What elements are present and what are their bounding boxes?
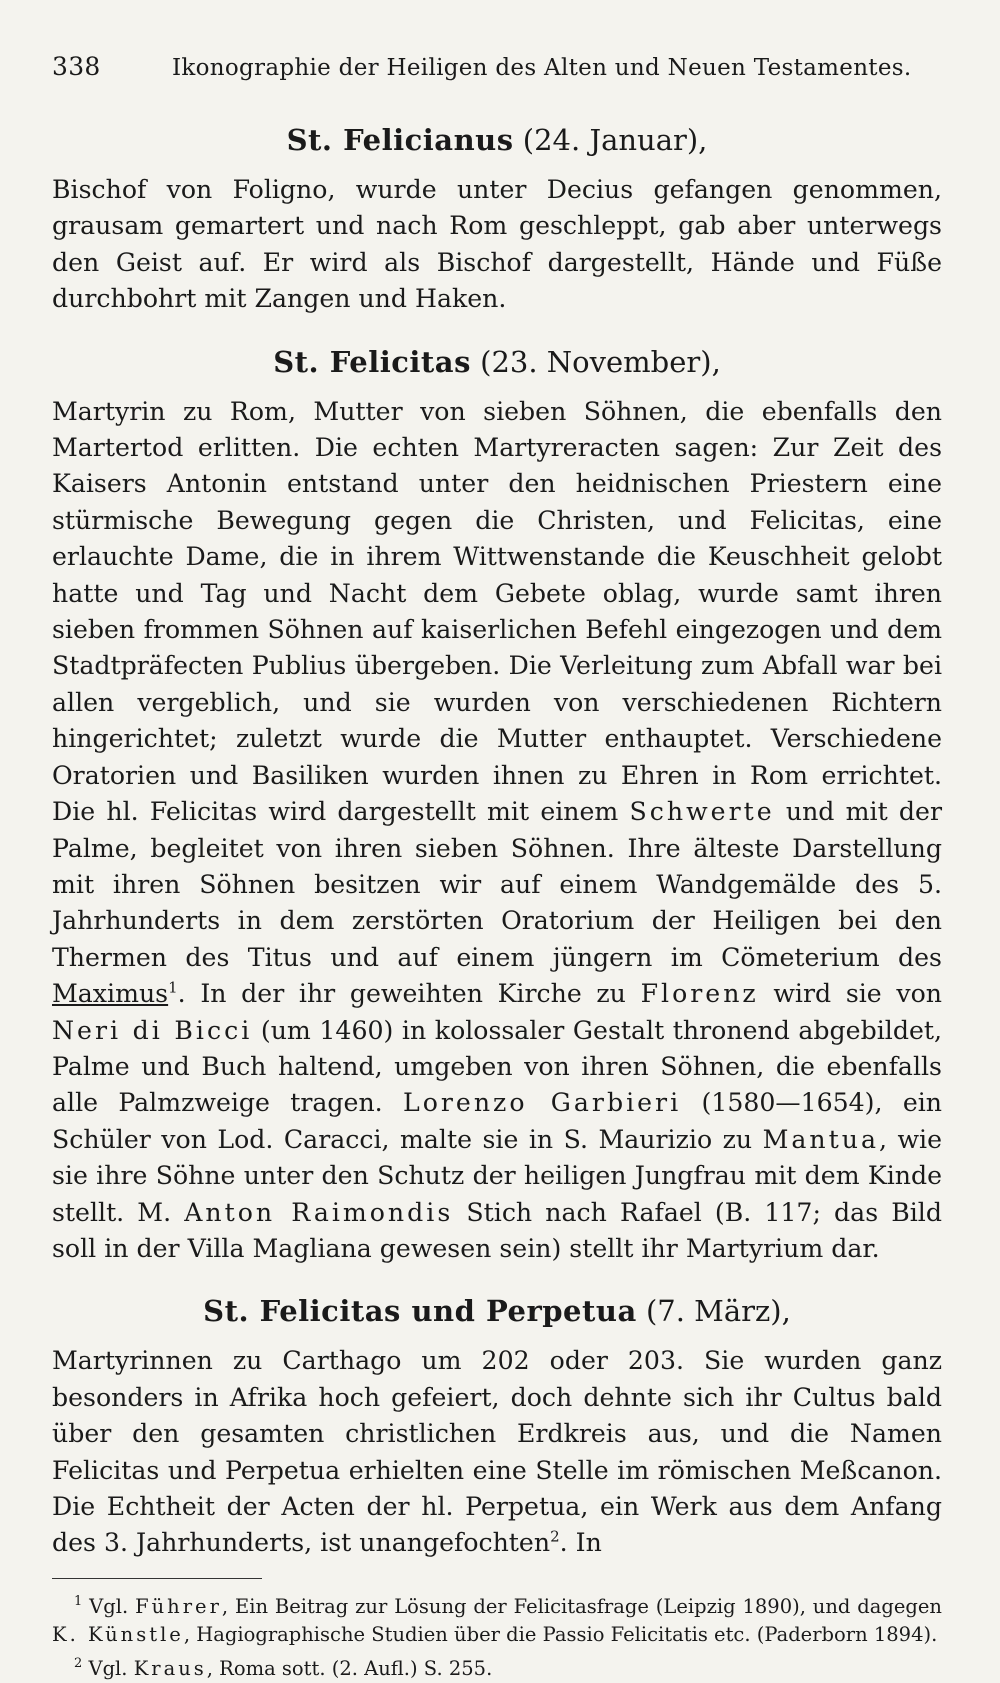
spaced-term: Neri di Bicci — [52, 1015, 253, 1045]
footnote-1 — [52, 1593, 942, 1649]
feast-date: (23. November), — [470, 344, 721, 379]
spaced-term: Florenz — [640, 979, 759, 1009]
spaced-term: Schwerte — [629, 797, 775, 827]
section-heading-felicianus — [52, 122, 942, 158]
spaced-term: Führer — [135, 1594, 222, 1618]
text-run: Martyrinnen zu Carthago um 202 oder 203. Sie wurden ganz besonders in Afrika hoch gefeiert, doch dehnte sich ihr Cultus bald über den gesamten christlichen Erdkreis aus, und die Namen Felicitas und Perpetua erhielten eine Stelle im römischen Meßcanon. Die Echtheit der Acten der hl. Perpetua, ein Werk aus dem Anfang des 3. Jahrhunderts, ist unangefochten — [52, 1346, 942, 1558]
text-run: , Hagiographische Studien über die Passio Felicitatis etc. (Paderborn 1894). — [183, 1622, 938, 1646]
feast-date: (24. Januar), — [513, 123, 708, 157]
text-run: , Roma sott. (2. Aufl.) S. 255. — [206, 1656, 493, 1680]
text-run: und mit der Palme, begleitet von ihren sieben Söhnen. Ihre älteste Darstellung mit ihren Söhnen besitzen wir auf einem Wandgemälde des 5. Jahrhunderts in dem zerstörten Oratorium der Heiligen bei den Thermen des Titus und auf einem jüngern im Cömeterium des — [52, 797, 942, 972]
spaced-term: K. Künstle — [52, 1622, 184, 1646]
text-run: wird sie von — [758, 979, 942, 1009]
footnote-ref[interactable]: 1 — [168, 978, 178, 997]
footnote-2 — [52, 1655, 942, 1683]
running-header — [52, 52, 942, 96]
text-run: (um 1460) in kolossaler Gestalt thronend abgebildet, Palme und Buch haltend, umgeben von ihren Söhnen, die ebenfalls alle Palmzweige tragen. — [52, 1015, 942, 1118]
section-heading-felicitas-perpetua — [52, 1293, 942, 1329]
paragraph-felicianus: Bischof von Foligno, wurde unter Decius gefangen genommen, grausam gemartert und nach Rom geschleppt, gab aber unterwegs den Geist auf. Er wird als Bischof dargestellt, Hände und Füße durchbohrt mit Zangen und Haken. — [52, 175, 942, 314]
spaced-term: Lorenzo Garbieri — [402, 1088, 682, 1118]
text-run: . In der ihr geweihten Kirche zu — [177, 979, 641, 1009]
saint-name: St. Felicitas — [273, 344, 471, 379]
feast-date: (7. März), — [636, 1294, 791, 1329]
saint-name: St. Felicianus — [286, 123, 514, 157]
text-run: Vgl. — [89, 1594, 136, 1618]
text-run: Stich nach Rafael (B. 117; das Bild soll in der Villa Magliana gewesen sein) stellt ihr Martyrium dar. — [52, 1197, 942, 1263]
saint-name: St. Felicitas und Perpetua — [203, 1294, 637, 1329]
spaced-term: Kraus — [133, 1656, 207, 1680]
footnote-mark: 2 — [74, 1656, 83, 1672]
text-run: Martyrin zu Rom, Mutter von sieben Söhnen, die ebenfalls den Martertod erlitten. Die echten Martyreracten sagen: Zur Zeit des Kaisers Antonin entstand unter den heidnischen Priestern eine stürmische Bewegung gegen die Christen, und Felicitas, eine erlauchte Dame, die in ihrem Wittwenstande die Keuschheit gelobt hatte und Tag und Nacht dem Gebete oblag, wurde samt ihren sieben frommen Söhnen auf kaiserlichen Befehl eingezogen und dem Stadtpräfecten Publius übergeben. Die Verleitung zum Abfall war bei allen vergeblich, und sie wurden von verschiedenen Richtern hingerichtet; zuletzt wurde die Mutter enthauptet. Verschiedene Oratorien und Basiliken wurden ihnen zu Ehren in Rom errichtet. Die hl. Felicitas wird dargestellt mit einem — [52, 396, 942, 827]
paragraph-felicitas — [52, 394, 942, 1268]
underlined-term: Maximus — [52, 979, 169, 1009]
running-title: Ikonographie der Heiligen des Alten und Neuen Testamentes. — [172, 55, 912, 81]
text-run: Vgl. — [88, 1656, 134, 1680]
footnote-mark: 1 — [74, 1594, 83, 1610]
spaced-term: Mantua — [762, 1124, 879, 1154]
footnote-divider — [52, 1578, 262, 1579]
text-run: . In — [559, 1528, 602, 1558]
text-run: (1580—1654), ein Schüler von Lod. Caracci, malte sie in S. Maurizio zu — [52, 1088, 942, 1154]
page-number: 338 — [52, 52, 101, 81]
footnote-ref[interactable]: 2 — [550, 1528, 560, 1547]
section-heading-felicitas — [52, 344, 942, 380]
spaced-term: Anton Raimondis — [184, 1197, 454, 1227]
text-run: , Ein Beitrag zur Lösung der Felicitasfrage (Leipzig 1890), und dagegen — [221, 1594, 942, 1618]
text-run: , wie sie ihre Söhne unter den Schutz der heiligen Jungfrau mit dem Kinde stellt. M. — [52, 1124, 942, 1227]
paragraph-felicitas-perpetua — [52, 1343, 942, 1561]
